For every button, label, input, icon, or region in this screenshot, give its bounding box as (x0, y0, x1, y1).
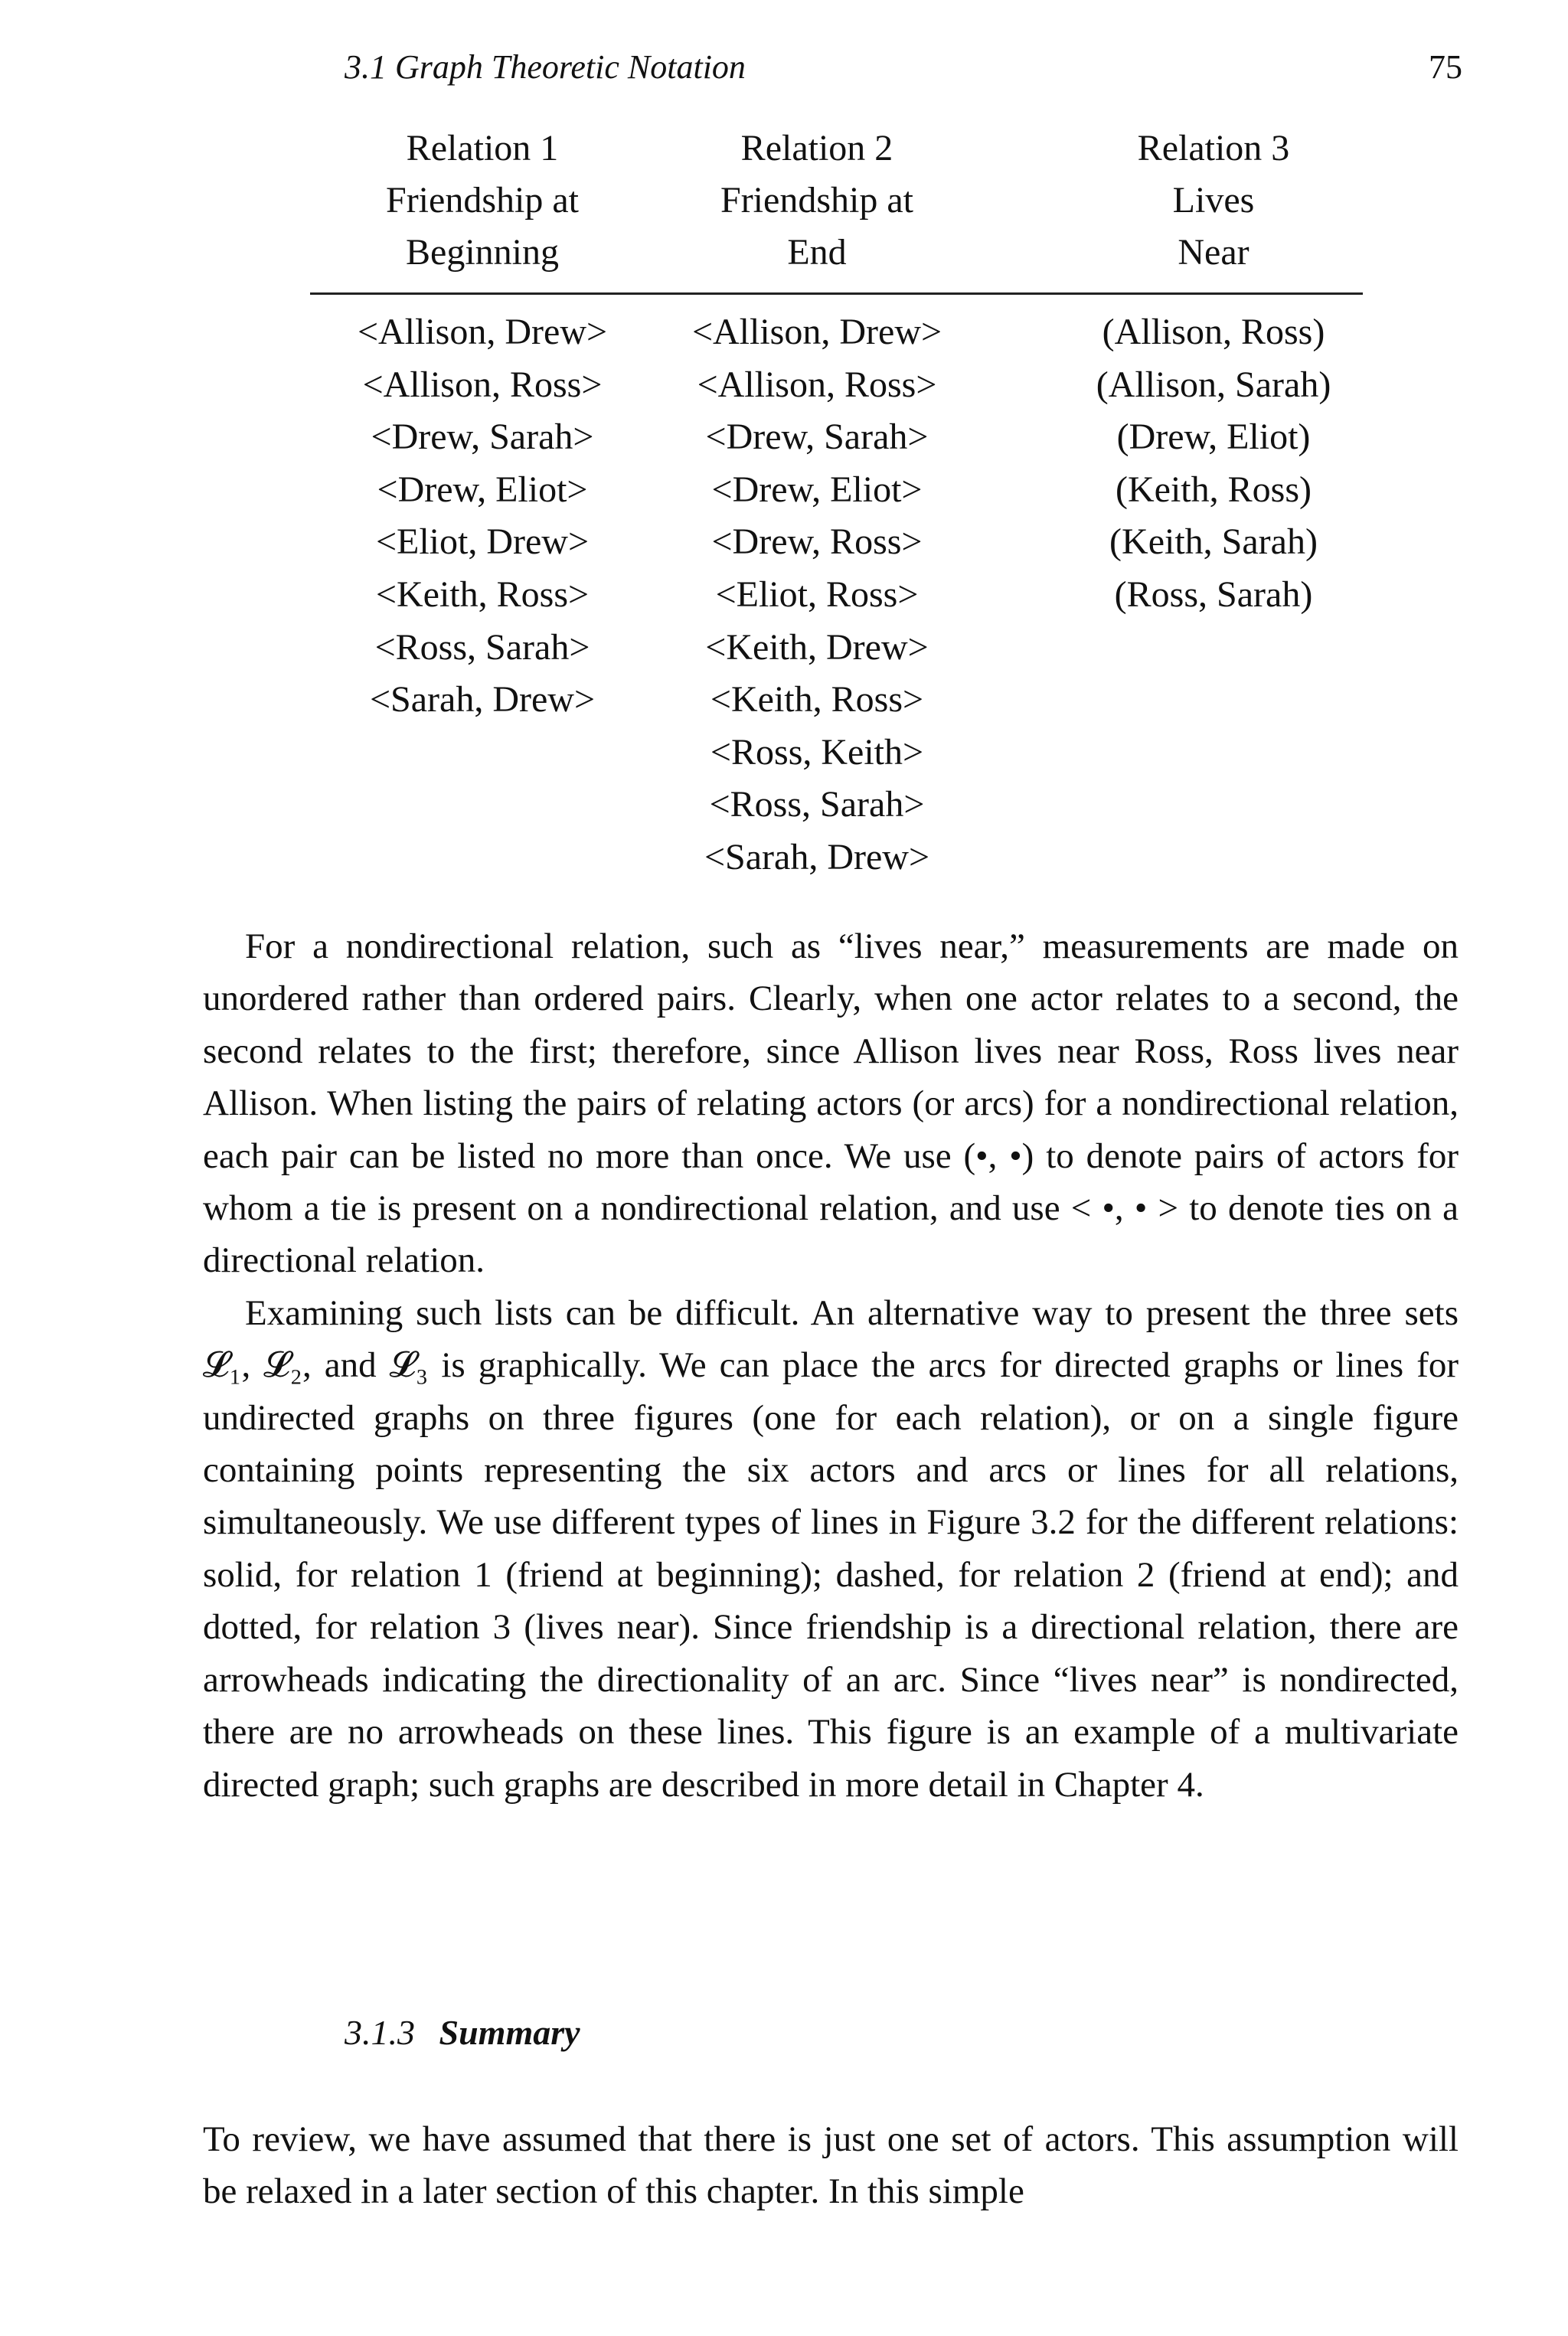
relation-2-list (633, 306, 1001, 884)
summary-text (203, 2113, 1459, 2218)
relation-3-pair: (Ross, Sarah) (1114, 573, 1313, 615)
header-line: Friendship at (720, 180, 913, 221)
relation-1-pair: <Sarah, Drew> (369, 679, 596, 720)
header-line: End (787, 232, 847, 273)
relation-1-pair: <Keith, Ross> (375, 573, 590, 615)
relation-1-pair: <Ross, Sarah> (374, 626, 590, 668)
relation-3-list (1030, 306, 1397, 622)
relation-2-pair: <Ross, Sarah> (709, 784, 925, 825)
relation-3-pair: (Allison, Sarah) (1096, 364, 1331, 405)
section-title: Summary (439, 2013, 580, 2052)
header-relation-1 (306, 123, 658, 279)
relation-2-pair: <Drew, Ross> (711, 521, 923, 563)
table-header (310, 123, 1363, 288)
relation-2-pair: <Keith, Drew> (705, 626, 929, 668)
page-number: 75 (1429, 48, 1462, 86)
relation-2-pair: <Allison, Ross> (697, 364, 937, 405)
body-text (203, 920, 1459, 1811)
relation-2-pair: <Sarah, Drew> (704, 836, 930, 877)
relation-2-pair: <Keith, Ross> (710, 679, 924, 720)
header-relation-2 (641, 123, 993, 279)
relation-1-pair: <Allison, Drew> (357, 312, 608, 352)
header-line: Beginning (406, 232, 559, 273)
section-number: 3.1.3 (345, 2013, 415, 2052)
header-line: Relation 3 (1137, 128, 1290, 168)
relation-3-pair: (Keith, Ross) (1116, 469, 1312, 510)
relation-1-pair: <Eliot, Drew> (375, 521, 590, 563)
table-body (310, 306, 1363, 1011)
relation-1-pair: <Allison, Ross> (362, 364, 603, 405)
relation-1-pair: <Drew, Sarah> (371, 417, 594, 458)
running-head (0, 47, 1568, 93)
table-rule (310, 292, 1363, 295)
header-line: Relation 2 (740, 128, 893, 168)
paragraph: To review, we have assumed that there is just one set of actors. This assumption will be relaxed in a later section of this chapter. In this simple (203, 2119, 1459, 2212)
relation-2-pair: <Allison, Drew> (691, 312, 942, 352)
relation-3-pair: (Keith, Sarah) (1109, 521, 1318, 563)
paragraph: Examining such lists can be difficult. An alternative way to present the three sets 𝓛₁, 𝓛₂, and 𝓛₃ is graphically. We can place the arcs for directed graphs or lines for undirected graphs on three figures (one for each relation), or on a single figure containing points representing the six actors and arcs or lines for all relations, simultaneously. We use different types of lines in Figure 3.2 for the different relations: solid, for relation 1 (friend at beginning); dashed, for relation 2 (friend at end); and dotted, for relation 3 (lives near). Since friendship is a directional relation, there are arrowheads indicating the directionality of an arc. Since “lives near” is nondirected, there are no arrowheads on these lines. This figure is an example of a multivariate directed graph; such graphs are described in more detail in Chapter 4. (203, 1292, 1459, 1805)
relation-2-pair: <Ross, Keith> (710, 731, 924, 773)
header-line: Friendship at (386, 180, 579, 221)
running-head-title: 3.1 Graph Theoretic Notation (345, 48, 746, 86)
relation-3-pair: (Drew, Eliot) (1116, 417, 1311, 458)
header-line: Relation 1 (406, 128, 559, 168)
relation-2-pair: <Drew, Sarah> (705, 417, 929, 458)
relation-3-pair: (Allison, Ross) (1102, 312, 1325, 352)
relation-2-pair: <Drew, Eliot> (711, 469, 923, 510)
relation-1-list (299, 306, 666, 727)
relations-table (310, 123, 1363, 877)
header-line: Near (1178, 232, 1250, 273)
relation-2-pair: <Eliot, Ross> (715, 573, 919, 615)
relation-1-pair: <Drew, Eliot> (377, 469, 588, 510)
header-line: Lives (1172, 180, 1255, 221)
header-relation-3 (1037, 123, 1390, 279)
paragraph: For a nondirectional relation, such as “lives near,” measurements are made on unordered rather than ordered pairs. Clearly, when one actor relates to a second, the second relates to the first; therefore, since Allison lives near Ross, Ross lives near Allison. When listing the pairs of relating actors (or arcs) for a nondirectional relation, each pair can be listed no more than once. We use (•, •) to denote pairs of actors for whom a tie is present on a nondirectional relation, and use < •, • > to denote ties on a directional relation. (203, 926, 1459, 1281)
section-heading (345, 2012, 580, 2053)
